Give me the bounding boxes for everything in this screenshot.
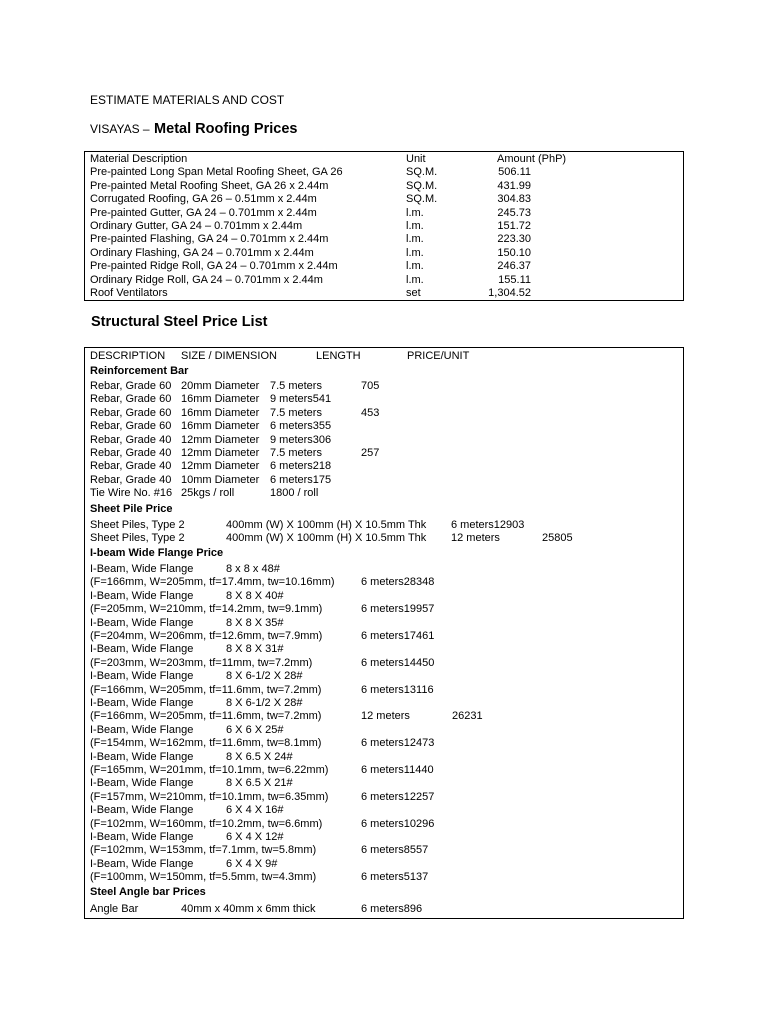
rebar-cell: Rebar, Grade 40 <box>90 460 172 473</box>
roofing-unit-cell: l.m. <box>406 273 424 286</box>
roofing-amount-cell: 223.30 <box>497 233 531 246</box>
ibeam-dimension-cell: (F=102mm, W=160mm, tf=10.2mm, tw=6.6mm) <box>90 817 323 830</box>
col-header-description: DESCRIPTION <box>90 350 166 362</box>
rebar-cell: Rebar, Grade 40 <box>90 433 172 446</box>
rebar-cell: 16mm Diameter <box>181 420 260 433</box>
ibeam-length-cell: 6 meters13116 <box>361 683 434 696</box>
ibeam-dimension-cell: (F=100mm, W=150mm, tf=5.5mm, tw=4.3mm) <box>90 871 317 884</box>
ibeam-dimension-cell: (F=166mm, W=205mm, tf=11.6mm, tw=7.2mm) <box>90 683 322 696</box>
roofing-material-cell: Pre-painted Ridge Roll, GA 24 – 0.701mm x 2.44m <box>90 260 338 273</box>
ibeam-length-cell: 6 meters14450 <box>361 656 435 669</box>
ibeam-type-cell: I-Beam, Wide Flange <box>90 670 194 683</box>
roofing-amount-cell: 155.11 <box>498 273 531 286</box>
roofing-unit-cell: l.m. <box>406 233 424 246</box>
rebar-cell: 705 <box>361 380 380 392</box>
roofing-col-header: Amount (PhP) <box>497 153 567 165</box>
rebar-cell: 9 meters541 <box>270 393 332 406</box>
roofing-amount-cell: 246.37 <box>497 260 531 273</box>
rebar-cell: Rebar, Grade 60 <box>90 380 172 392</box>
roofing-unit-cell: l.m. <box>406 220 424 232</box>
col-header-size: SIZE / DIMENSION <box>181 350 277 362</box>
roofing-material-cell: Ordinary Ridge Roll, GA 24 – 0.701mm x 2.44m <box>90 273 323 286</box>
ibeam-type-cell: I-Beam, Wide Flange <box>90 616 194 629</box>
roofing-material-cell: Pre-painted Metal Roofing Sheet, GA 26 x 2.44m <box>90 179 329 192</box>
ibeam-length-cell: 6 meters10296 <box>361 817 435 830</box>
ibeam-dimension-cell: (F=205mm, W=210mm, tf=14.2mm, tw=9.1mm) <box>90 603 323 616</box>
sheet-pile-cell: Sheet Piles, Type 2 <box>90 519 185 531</box>
rebar-cell: Rebar, Grade 40 <box>90 447 172 459</box>
roofing-material-cell: Corrugated Roofing, GA 26 – 0.51mm x 2.44m <box>90 193 317 206</box>
ibeam-length-cell: 12 meters <box>361 710 410 723</box>
rebar-cell: 257 <box>361 447 380 459</box>
ibeam-type-cell: I-Beam, Wide Flange <box>90 697 194 709</box>
rebar-cell: 7.5 meters <box>270 406 322 419</box>
region-prefix: VISAYAS – <box>90 122 150 136</box>
roofing-unit-cell: l.m. <box>406 246 424 259</box>
sheet-pile-cell: 400mm (W) X 100mm (H) X 10.5mm Thk <box>226 532 427 545</box>
roofing-unit-cell: set <box>406 287 421 299</box>
rebar-cell: 20mm Diameter <box>181 380 260 392</box>
rebar-cell: 9 meters306 <box>270 433 332 446</box>
rebar-cell: 1800 / roll <box>270 487 319 500</box>
sheet-pile-cell: 6 meters12903 <box>451 519 525 531</box>
ibeam-length-cell: 6 meters8557 <box>361 844 429 857</box>
ibeam-length-cell: 6 meters12257 <box>361 790 435 803</box>
ibeam-price-cell: 26231 <box>452 710 483 723</box>
rebar-cell: Tie Wire No. #16 <box>90 487 173 500</box>
ibeam-size-cell: 8 X 8 X 31# <box>226 643 284 656</box>
roofing-material-cell: Ordinary Gutter, GA 24 – 0.701mm x 2.44m <box>90 220 303 232</box>
ibeam-length-cell: 6 meters11440 <box>361 764 434 776</box>
ibeam-size-cell: 6 X 6 X 25# <box>226 723 284 736</box>
ibeam-size-cell: 8 X 6-1/2 X 28# <box>226 697 303 709</box>
rebar-cell: 7.5 meters <box>270 447 322 459</box>
ibeam-length-cell: 6 meters12473 <box>361 737 435 750</box>
roofing-amount-cell: 431.99 <box>497 179 531 192</box>
ibeam-length-cell: 6 meters19957 <box>361 603 435 616</box>
ibeam-type-cell: I-Beam, Wide Flange <box>90 777 194 790</box>
ibeam-type-cell: I-Beam, Wide Flange <box>90 563 194 575</box>
ibeam-type-cell: I-Beam, Wide Flange <box>90 857 194 870</box>
col-header-length: LENGTH <box>316 350 361 362</box>
steel-price-list-title: Structural Steel Price List <box>91 314 268 330</box>
roofing-material-cell: Roof Ventilators <box>90 287 168 299</box>
ibeam-type-cell: I-Beam, Wide Flange <box>90 589 194 602</box>
rebar-cell: Rebar, Grade 40 <box>90 473 172 486</box>
ibeam-length-cell: 6 meters5137 <box>361 871 429 884</box>
roofing-material-cell: Pre-painted Long Span Metal Roofing Sheet, GA 26 <box>90 166 343 179</box>
roofing-amount-cell: 506.11 <box>498 166 531 179</box>
rebar-cell: 16mm Diameter <box>181 393 260 406</box>
rebar-cell: 25kgs / roll <box>181 487 235 500</box>
rebar-cell: 10mm Diameter <box>181 473 260 486</box>
sheet-pile-heading: Sheet Pile Price <box>90 503 173 515</box>
roofing-amount-cell: 1,304.52 <box>488 287 531 299</box>
rebar-cell: 453 <box>361 406 380 419</box>
rebar-cell: Rebar, Grade 60 <box>90 393 172 406</box>
rebar-cell: 6 meters218 <box>270 460 332 473</box>
sheet-pile-cell: 400mm (W) X 100mm (H) X 10.5mm Thk <box>226 519 427 531</box>
ibeam-length-cell: 6 meters28348 <box>361 576 435 589</box>
ibeam-dimension-cell: (F=166mm, W=205mm, tf=11.6mm, tw=7.2mm) <box>90 710 322 723</box>
ibeam-type-cell: I-Beam, Wide Flange <box>90 723 194 736</box>
angle-bar-cell: Angle Bar <box>90 903 139 915</box>
rebar-cell: Rebar, Grade 60 <box>90 406 172 419</box>
roofing-material-cell: Pre-painted Flashing, GA 24 – 0.701mm x 2.44m <box>90 233 329 246</box>
angle-bar-cell: 6 meters896 <box>361 903 423 915</box>
rebar-cell: 16mm Diameter <box>181 406 260 419</box>
sheet-pile-cell: 25805 <box>542 532 573 545</box>
ibeam-type-cell: I-Beam, Wide Flange <box>90 643 194 656</box>
ibeam-dimension-cell: (F=157mm, W=210mm, tf=10.1mm, tw=6.35mm) <box>90 790 329 803</box>
ibeam-size-cell: 8 X 6.5 X 24# <box>226 750 293 763</box>
sheet-pile-cell: 12 meters <box>451 532 500 545</box>
ibeam-dimension-cell: (F=154mm, W=162mm, tf=11.6mm, tw=8.1mm) <box>90 737 322 750</box>
roofing-col-header: Unit <box>406 153 426 165</box>
rebar-cell: 12mm Diameter <box>181 433 260 446</box>
roofing-amount-cell: 151.72 <box>497 220 531 232</box>
roofing-unit-cell: l.m. <box>406 206 424 219</box>
roofing-unit-cell: SQ.M. <box>406 166 438 179</box>
rebar-cell: 12mm Diameter <box>181 447 260 459</box>
roofing-material-cell: Pre-painted Gutter, GA 24 – 0.701mm x 2.44m <box>90 206 317 219</box>
roofing-material-cell: Ordinary Flashing, GA 24 – 0.701mm x 2.44m <box>90 246 314 259</box>
rebar-cell: 12mm Diameter <box>181 460 260 473</box>
roofing-unit-cell: SQ.M. <box>406 179 438 192</box>
roofing-unit-cell: l.m. <box>406 260 424 273</box>
ibeam-size-cell: 8 X 6-1/2 X 28# <box>226 670 303 683</box>
ibeam-size-cell: 6 X 4 X 16# <box>226 804 284 817</box>
document-title: ESTIMATE MATERIALS AND COST <box>90 93 285 107</box>
sheet-pile-cell: Sheet Piles, Type 2 <box>90 532 185 545</box>
rebar-cell: 6 meters355 <box>270 420 332 433</box>
roofing-col-header: Material Description <box>90 153 188 165</box>
ibeam-size-cell: 6 X 4 X 9# <box>226 857 278 870</box>
ibeam-size-cell: 8 x 8 x 48# <box>226 563 280 575</box>
roofing-amount-cell: 304.83 <box>497 193 531 206</box>
col-header-price: PRICE/UNIT <box>407 350 470 362</box>
roofing-table <box>84 151 684 301</box>
ibeam-length-cell: 6 meters17461 <box>361 630 435 642</box>
rebar-cell: Rebar, Grade 60 <box>90 420 172 433</box>
steel-table <box>84 347 684 919</box>
ibeam-size-cell: 6 X 4 X 12# <box>226 831 284 843</box>
ibeam-type-cell: I-Beam, Wide Flange <box>90 804 194 817</box>
ibeam-dimension-cell: (F=203mm, W=203mm, tf=11mm, tw=7.2mm) <box>90 656 313 669</box>
reinforcement-bar-heading: Reinforcement Bar <box>90 365 189 377</box>
ibeam-dimension-cell: (F=204mm, W=206mm, tf=12.6mm, tw=7.9mm) <box>90 630 323 642</box>
rebar-cell: 7.5 meters <box>270 380 322 392</box>
roofing-amount-cell: 150.10 <box>497 246 531 259</box>
ibeam-size-cell: 8 X 8 X 40# <box>226 589 284 602</box>
ibeam-dimension-cell: (F=165mm, W=201mm, tf=10.1mm, tw=6.22mm) <box>90 764 329 776</box>
ibeam-size-cell: 8 X 8 X 35# <box>226 616 284 629</box>
ibeam-type-cell: I-Beam, Wide Flange <box>90 750 194 763</box>
angle-bar-cell: 40mm x 40mm x 6mm thick <box>181 903 316 915</box>
metal-roofing-title: Metal Roofing Prices <box>154 121 298 137</box>
ibeam-heading: I-beam Wide Flange Price <box>90 547 224 559</box>
metal-roofing-heading <box>90 120 297 138</box>
ibeam-size-cell: 8 X 6.5 X 21# <box>226 777 293 790</box>
ibeam-type-cell: I-Beam, Wide Flange <box>90 831 194 843</box>
rebar-cell: 6 meters175 <box>270 473 332 486</box>
ibeam-dimension-cell: (F=102mm, W=153mm, tf=7.1mm, tw=5.8mm) <box>90 844 317 857</box>
angle-bar-heading: Steel Angle bar Prices <box>90 886 206 898</box>
roofing-unit-cell: SQ.M. <box>406 193 438 206</box>
ibeam-dimension-cell: (F=166mm, W=205mm, tf=17.4mm, tw=10.16mm) <box>90 576 335 589</box>
roofing-amount-cell: 245.73 <box>497 206 531 219</box>
